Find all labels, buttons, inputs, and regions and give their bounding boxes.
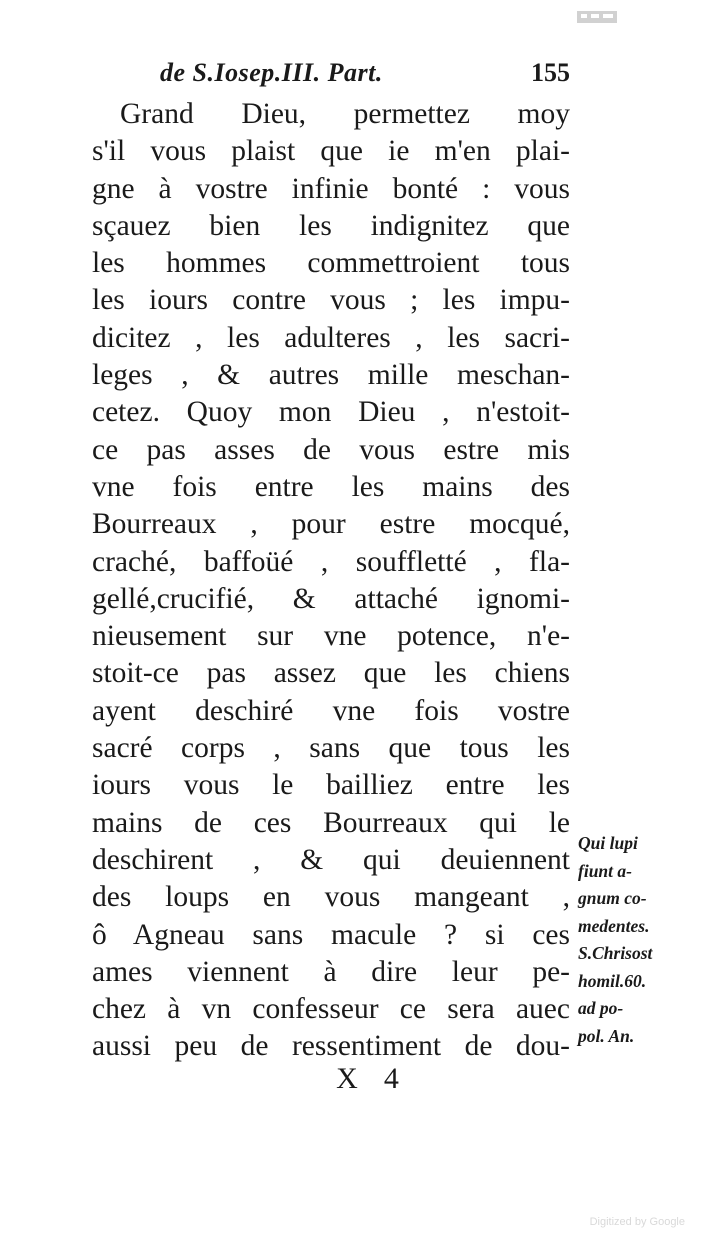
marginal-note-line: ad po- xyxy=(578,998,624,1018)
body-text xyxy=(92,96,570,1066)
text-line: stoit-ce pas assez que les chiens xyxy=(92,657,570,690)
text-line: Grand Dieu, permettez moy xyxy=(120,98,570,130)
running-title: de S.Iosep.III. Part. xyxy=(160,58,383,87)
page-number: 155 xyxy=(531,58,570,87)
text-line: Bourreaux , pour estre mocqué, xyxy=(92,508,570,541)
marginal-note-line: Qui lupi xyxy=(578,833,638,853)
library-stamp-icon xyxy=(575,8,621,28)
text-line: mains de ces Bourreaux qui le xyxy=(92,806,570,839)
text-line: cetez. Quoy mon Dieu , n'estoit- xyxy=(92,396,570,429)
text-line: ô Agneau sans macule ? si ces xyxy=(92,918,570,951)
marginal-note-line: S.Chrisost xyxy=(578,943,653,963)
digitizer-watermark: Digitized by Google xyxy=(589,1216,685,1228)
text-line: s'il vous plaist que ie m'en plai- xyxy=(92,135,570,168)
text-line: aussi peu de ressentiment de dou- xyxy=(92,1030,570,1063)
signature-letter: X xyxy=(336,1062,364,1095)
marginal-note-line: homil.60. xyxy=(578,970,647,991)
text-line: ames viennent à dire leur pe- xyxy=(92,955,570,988)
text-line: les hommes commettroient tous xyxy=(92,247,570,280)
text-line: deschirent , & qui deuiennent xyxy=(92,843,570,876)
marginal-note-line: pol. An. xyxy=(578,1025,635,1046)
text-line: iours vous le bailliez entre les xyxy=(92,769,570,802)
text-line: ce pas asses de vous estre mis xyxy=(92,433,570,466)
marginal-note-line: fiunt a- xyxy=(578,860,632,881)
text-line: sçauez bien les indignitez que xyxy=(92,209,570,242)
text-line: dicitez , les adulteres , les sacri- xyxy=(92,321,570,354)
signature-number: 4 xyxy=(383,1062,405,1095)
signature-mark xyxy=(0,1062,721,1096)
text-line: ayent deschiré vne fois vostre xyxy=(92,694,570,727)
text-line: gne à vostre infinie bonté : vous xyxy=(92,172,570,205)
marginal-note-line: medentes. xyxy=(578,915,650,936)
marginal-note xyxy=(578,830,698,1050)
page-header xyxy=(160,58,570,94)
text-line: craché, baffoüé , souffletté , fla- xyxy=(92,545,570,578)
text-line: nieusement sur vne potence, n'e- xyxy=(92,620,570,653)
text-line: leges , & autres mille meschan- xyxy=(92,359,570,392)
text-line: chez à vn confesseur ce sera auec xyxy=(92,993,570,1026)
text-line: sacré corps , sans que tous les xyxy=(92,732,570,765)
marginal-note-line: gnum co- xyxy=(578,888,647,908)
text-line: les iours contre vous ; les impu- xyxy=(92,284,570,317)
text-line: gellé,crucifié, & attaché ignomi- xyxy=(92,582,570,615)
text-line: des loups en vous mangeant , xyxy=(92,881,570,914)
text-line: vne fois entre les mains des xyxy=(92,470,570,503)
